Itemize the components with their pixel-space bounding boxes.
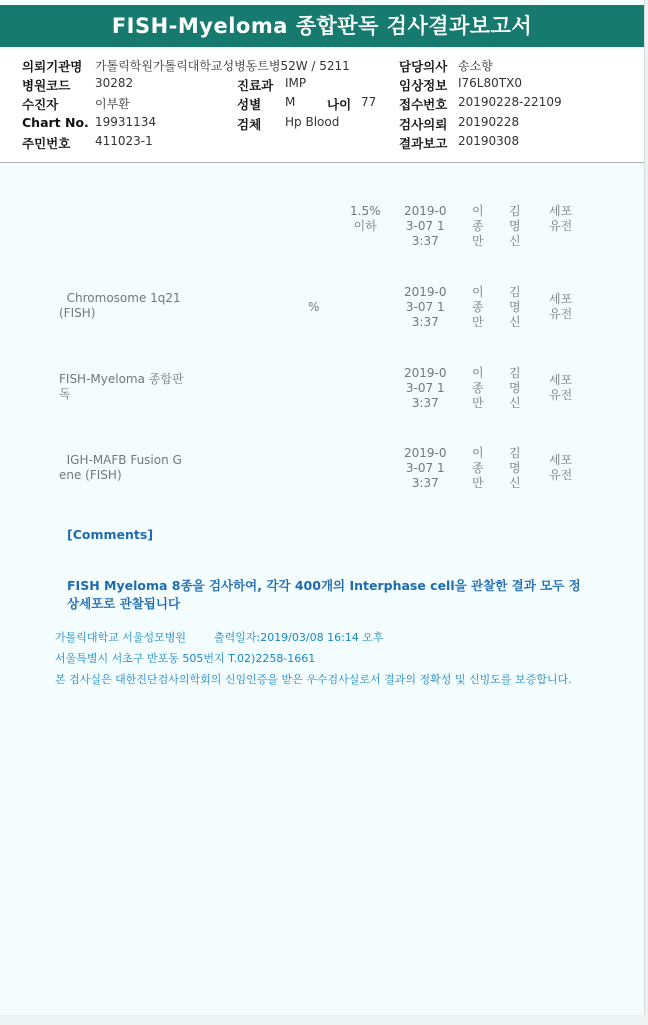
result-dept: 세포 유전 xyxy=(549,453,573,482)
result-date: 2019-0 3-07 1 3:37 xyxy=(404,446,447,490)
dept-value: IMP xyxy=(285,76,307,90)
patient-name-label: 수진자 xyxy=(22,97,59,112)
sex-value: M xyxy=(285,95,296,109)
patient-name-value: 이부환 xyxy=(95,97,130,111)
chart-no-label: Chart No. xyxy=(22,115,89,130)
institution-label: 의뢰기관명 xyxy=(22,59,83,74)
resident-no-value: 411023-1 xyxy=(95,134,153,148)
result-test-name: FISH-Myeloma 종합판 독 xyxy=(59,372,184,401)
dept-label: 진료과 xyxy=(237,78,274,93)
resident-no-label: 주민번호 xyxy=(22,136,71,151)
result-dept: 세포 유전 xyxy=(549,204,573,233)
result-reviewer: 김 명 신 xyxy=(509,366,521,410)
report-date-value: 20190308 xyxy=(458,134,520,148)
institution-value: 가톨릭학원가톨릭대학교성병동트병52W / 5211 xyxy=(95,59,350,73)
result-reviewer: 김 명 신 xyxy=(509,285,521,329)
result-dept: 세포 유전 xyxy=(549,373,573,402)
request-date-label: 검사의뢰 xyxy=(399,117,448,132)
comments-body: FISH Myeloma 8종을 검사하여, 각각 400개의 Interphase cell을 관찰한 결과 모두 정상세포로 관찰됩니다 xyxy=(67,578,581,611)
specimen-label: 검체 xyxy=(237,117,262,132)
footer-address-line: 서울특별시 서초구 반포동 505번지 T.02)2258-1661 xyxy=(55,652,316,665)
result-tech: 이 종 만 xyxy=(472,366,484,410)
age-value: 77 xyxy=(361,95,377,109)
patient-info-header xyxy=(0,50,644,163)
result-reviewer: 김 명 신 xyxy=(509,204,521,248)
clinical-info-label: 임상정보 xyxy=(399,78,448,93)
sex-label: 성별 xyxy=(237,97,262,112)
doctor-value: 송소향 xyxy=(458,59,493,73)
hospital-code-label: 병원코드 xyxy=(22,78,71,93)
result-unit: % xyxy=(308,300,320,314)
report-date-label: 결과보고 xyxy=(399,136,448,151)
result-tech: 이 종 만 xyxy=(472,204,484,248)
comments-title: [Comments] xyxy=(67,527,154,542)
clinical-info-value: I76L80TX0 xyxy=(458,76,522,90)
result-tech: 이 종 만 xyxy=(472,446,484,490)
result-test-name: Chromosome 1q21 (FISH) xyxy=(59,291,181,320)
receipt-no-value: 20190228-22109 xyxy=(458,95,562,109)
result-reviewer: 김 명 신 xyxy=(509,446,521,490)
footer-certification-line: 본 검사실은 대한진단검사의학회의 신임인증을 받은 우수검사실로서 결과의 정확성 및 신빙도를 보증합니다. xyxy=(55,673,572,686)
footer-hospital-line: 가톨릭대학교 서울성모병원 출력일자:2019/03/08 16:14 오후 xyxy=(55,631,384,644)
result-reference: 1.5% 이하 xyxy=(350,204,381,233)
result-date: 2019-0 3-07 1 3:37 xyxy=(404,285,447,329)
hospital-code-value: 30282 xyxy=(95,76,134,90)
result-dept: 세포 유전 xyxy=(549,292,573,321)
request-date-value: 20190228 xyxy=(458,115,520,129)
age-label: 나이 xyxy=(327,97,352,112)
result-tech: 이 종 만 xyxy=(472,285,484,329)
receipt-no-label: 접수번호 xyxy=(399,97,448,112)
result-date: 2019-0 3-07 1 3:37 xyxy=(404,366,447,410)
result-test-name: IGH-MAFB Fusion G ene (FISH) xyxy=(59,453,182,482)
specimen-value: Hp Blood xyxy=(285,115,340,129)
chart-no-value: 19931134 xyxy=(95,115,157,129)
doctor-label: 담당의사 xyxy=(399,59,448,74)
result-date: 2019-0 3-07 1 3:37 xyxy=(404,204,447,248)
report-title: FISH-Myeloma 종합판독 검사결과보고서 xyxy=(0,5,644,47)
